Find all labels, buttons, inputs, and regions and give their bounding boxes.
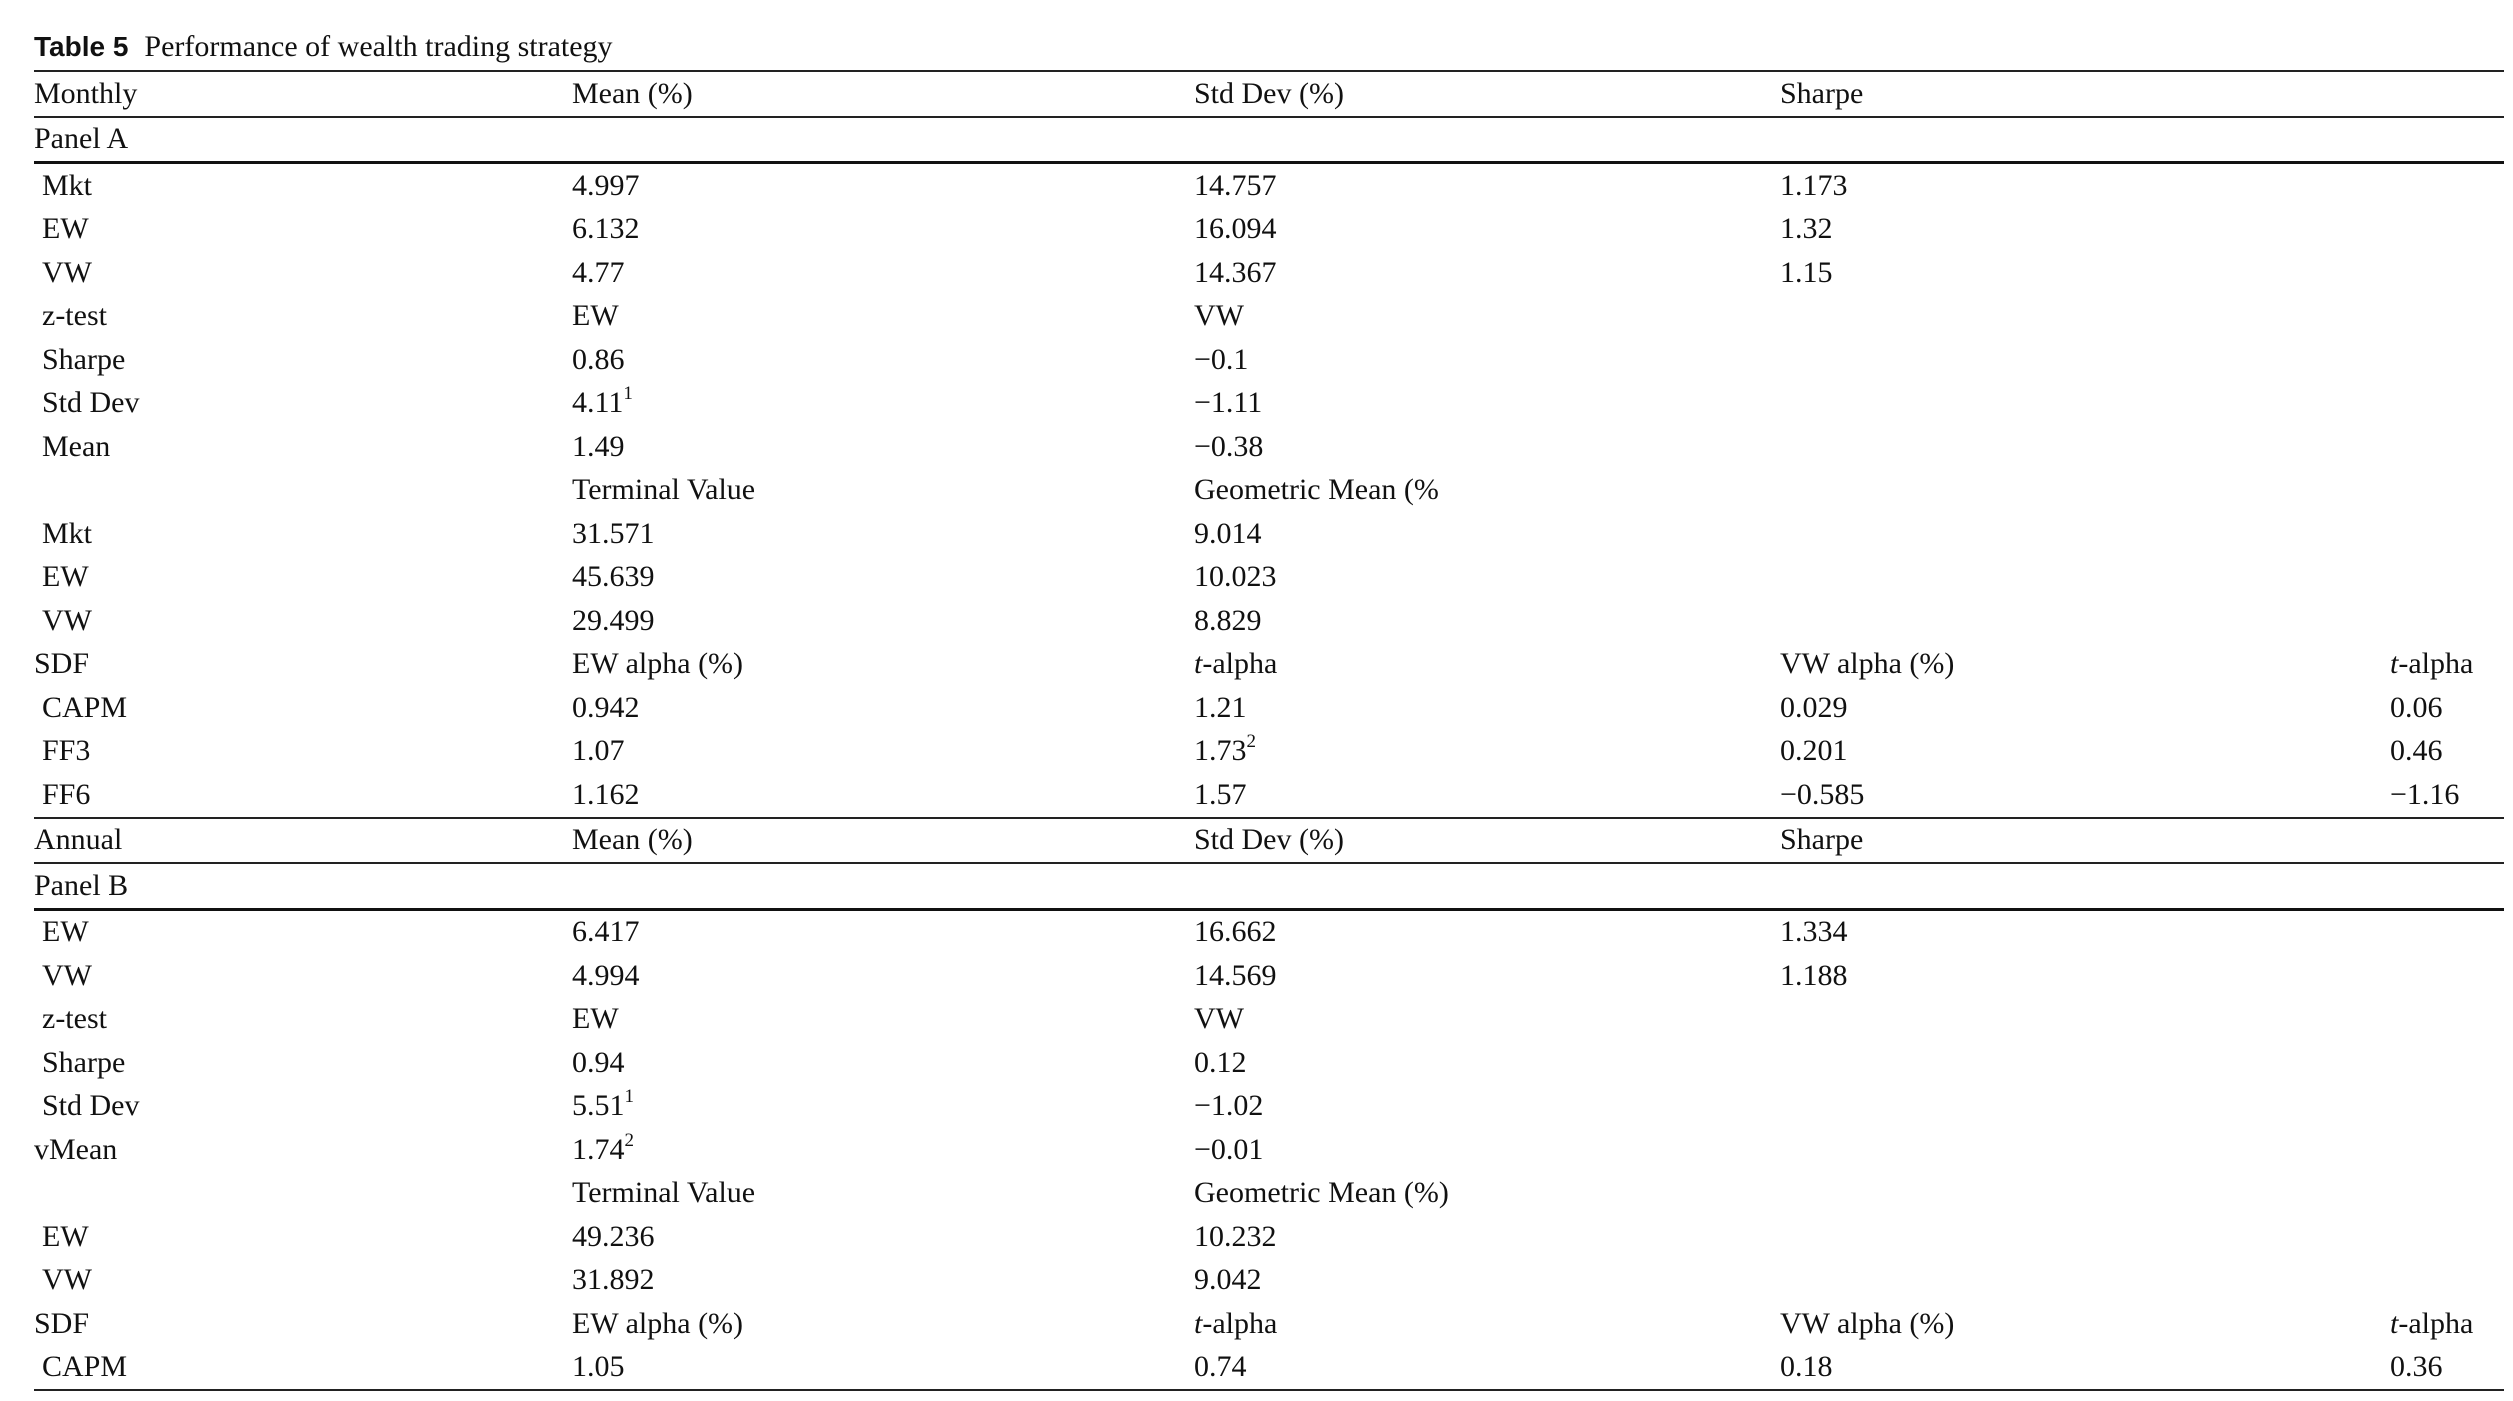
table-cell: 0.46: [2390, 734, 2443, 768]
row-label: VW: [42, 255, 92, 289]
header-cell: Std Dev (%): [1194, 818, 1780, 864]
subheader-row: [34, 1172, 2504, 1216]
table-cell: −0.1: [1194, 342, 1249, 376]
table-row: [34, 208, 2504, 252]
row-label: VW: [42, 958, 92, 992]
subheader-cell: t-alpha: [2390, 1306, 2474, 1340]
table-row: [34, 1259, 2504, 1303]
table-cell: 1.334: [1780, 915, 1848, 949]
subheader-row: [34, 469, 2504, 513]
panel-label: Panel A: [34, 117, 572, 163]
table-cell: 0.74: [1194, 1346, 1780, 1391]
table-cell: 0.942: [572, 690, 640, 724]
table-cell: 0.94: [572, 1045, 625, 1079]
subheader-cell: [1780, 469, 2390, 513]
subheader-cell: [2390, 1172, 2504, 1216]
table-cell: 1.162: [572, 777, 640, 811]
subheader-cell: VW: [1194, 299, 1244, 333]
table-header-row: [34, 71, 2504, 117]
table-cell: 9.042: [1194, 1263, 1262, 1297]
table-cell: 1.32: [1780, 212, 1833, 246]
panel-label: Panel B: [34, 863, 572, 909]
header-cell: Sharpe: [1780, 71, 2390, 117]
table-cell: 1.57: [1194, 777, 1247, 811]
table-cell: 1.49: [572, 429, 625, 463]
table-cell: 4.997: [572, 168, 640, 202]
table-cell: [2390, 1128, 2504, 1172]
header-cell: Monthly: [34, 71, 572, 117]
table-cell: [2390, 556, 2504, 600]
table-row: [34, 730, 2504, 774]
panel-label-row: [34, 117, 2504, 163]
table-cell: −1.11: [1194, 386, 1263, 420]
row-label: Mkt: [42, 516, 93, 550]
table-cell: [2390, 338, 2504, 382]
table-cell: [2390, 1215, 2504, 1259]
header-cell: Mean (%): [572, 818, 1194, 864]
table-row: [34, 163, 2504, 208]
footnote-marker: 2: [624, 1129, 634, 1151]
row-label: Std Dev: [42, 386, 140, 420]
table-title: Performance of wealth trading strategy: [144, 30, 613, 63]
table-cell: −0.585: [1780, 777, 1865, 811]
row-label: EW: [42, 212, 89, 246]
row-label: Mean: [42, 429, 111, 463]
footnote-marker: 2: [1246, 731, 1256, 753]
table-cell: 0.36: [2390, 1346, 2504, 1391]
subheader-cell: EW: [572, 1002, 619, 1036]
table-row: [34, 338, 2504, 382]
subheader-cell: t-alpha: [1194, 647, 1278, 681]
table-cell: 6.417: [572, 915, 640, 949]
table-cell: 1.73$^2$: [1194, 731, 1256, 768]
table-cell: [2390, 909, 2504, 954]
table-row: [34, 909, 2504, 954]
row-label: Mkt: [42, 168, 93, 202]
table-row: [34, 1128, 2504, 1172]
table-row: [34, 773, 2504, 818]
table-cell: [2390, 512, 2504, 556]
subheader-cell: t-alpha: [2390, 647, 2474, 681]
subheader-cell: EW: [572, 299, 619, 333]
footnote-marker: 1: [623, 383, 633, 405]
table-cell: [2390, 1259, 2504, 1303]
row-label: EW: [42, 915, 89, 949]
table-row: [34, 1041, 2504, 1085]
table-cell: [1780, 1085, 2390, 1129]
row-label: vMean: [34, 1132, 118, 1166]
table-row: [34, 251, 2504, 295]
subheader-row: [34, 295, 2504, 339]
subheader-cell: Geometric Mean (%): [1194, 1176, 1449, 1210]
subheader-cell: [1780, 998, 2390, 1042]
table-cell: 1.188: [1780, 958, 1848, 992]
row-label: FF3: [42, 734, 91, 768]
table-cell: [2390, 163, 2504, 208]
table-cell: 4.11$^1$: [572, 383, 633, 420]
table-cell: [2390, 251, 2504, 295]
subheader-cell: [2390, 998, 2504, 1042]
table-cell: −0.38: [1194, 429, 1264, 463]
table-cell: 5.51$^1$: [572, 1086, 634, 1123]
table-cell: [1780, 1259, 2390, 1303]
subheader-cell: [1780, 295, 2390, 339]
row-label: VW: [42, 1263, 92, 1297]
table-cell: 29.499: [572, 603, 655, 637]
table-cell: 14.367: [1194, 255, 1277, 289]
table-cell: −1.16: [2390, 777, 2460, 811]
table-cell: 1.21: [1194, 690, 1247, 724]
table-cell: [2390, 1085, 2504, 1129]
header-cell: Sharpe: [1780, 818, 2390, 864]
row-label: z-test: [42, 1002, 107, 1036]
subheader-cell: Geometric Mean (%: [1194, 473, 1439, 507]
header-cell: Std Dev (%): [1194, 71, 1780, 117]
row-label: SDF: [34, 1306, 90, 1340]
table-cell: 4.77: [572, 255, 625, 289]
subheader-row: [34, 998, 2504, 1042]
table-cell: 0.86: [572, 342, 625, 376]
subheader-cell: Terminal Value: [572, 473, 756, 507]
table-cell: 49.236: [572, 1219, 655, 1253]
table-cell: [1780, 1128, 2390, 1172]
table-cell: [2390, 954, 2504, 998]
table-cell: 31.892: [572, 1263, 655, 1297]
row-label: EW: [42, 1219, 89, 1253]
subheader-cell: VW alpha (%): [1780, 1306, 1955, 1340]
table-row: [34, 686, 2504, 730]
table-row: [34, 954, 2504, 998]
table-row: [34, 512, 2504, 556]
header-cell: Mean (%): [572, 71, 1194, 117]
table-row: [34, 382, 2504, 426]
row-label: VW: [42, 603, 92, 637]
table-row: [34, 425, 2504, 469]
table-cell: [2390, 1041, 2504, 1085]
row-label: EW: [42, 560, 89, 594]
table-cell: 0.029: [1780, 690, 1848, 724]
subheader-row: [34, 643, 2504, 687]
table-cell: 31.571: [572, 516, 655, 550]
table-row: [34, 1346, 2504, 1391]
row-label: Sharpe: [42, 342, 126, 376]
subheader-cell: [2390, 469, 2504, 513]
row-label: CAPM: [42, 690, 128, 724]
table-header-row: [34, 818, 2504, 864]
table-number: Table 5: [34, 31, 129, 62]
table-cell: 10.232: [1194, 1219, 1277, 1253]
table-cell: 10.023: [1194, 560, 1277, 594]
table-row: [34, 599, 2504, 643]
subheader-cell: [1780, 1172, 2390, 1216]
table-cell: 14.569: [1194, 958, 1277, 992]
table-cell: 1.15: [1780, 255, 1833, 289]
table-cell: 8.829: [1194, 603, 1262, 637]
table-cell: 0.18: [1780, 1346, 2390, 1391]
table-cell: [2390, 208, 2504, 252]
table-cell: 1.07: [572, 734, 625, 768]
table-cell: 0.201: [1780, 734, 1848, 768]
row-label: z-test: [42, 299, 107, 333]
table-cell: [2390, 425, 2504, 469]
subheader-cell: EW alpha (%): [572, 1306, 744, 1340]
subheader-cell: EW alpha (%): [572, 647, 744, 681]
table-cell: [1780, 1041, 2390, 1085]
table-row: [34, 556, 2504, 600]
table-row: [34, 1215, 2504, 1259]
subheader-cell: t-alpha: [1194, 1306, 1278, 1340]
table-cell: 4.994: [572, 958, 640, 992]
table-cell: 0.06: [2390, 690, 2443, 724]
footnote-marker: 1: [624, 1086, 634, 1108]
row-label: [34, 469, 572, 513]
performance-table: [34, 70, 2504, 1391]
table-cell: 16.662: [1194, 915, 1277, 949]
table-cell: 1.05: [572, 1346, 1194, 1391]
table-cell: [1780, 599, 2390, 643]
table-cell: [1780, 556, 2390, 600]
table-cell: [1780, 1215, 2390, 1259]
subheader-row: [34, 1302, 2504, 1346]
table-cell: 1.74$^2$: [572, 1129, 634, 1166]
table-cell: [1780, 382, 2390, 426]
row-label: FF6: [42, 777, 91, 811]
table-cell: 9.014: [1194, 516, 1262, 550]
header-cell: Annual: [34, 818, 572, 864]
table-row: [34, 1085, 2504, 1129]
table-cell: 1.173: [1780, 168, 1848, 202]
subheader-cell: [2390, 295, 2504, 339]
table-cell: −1.02: [1194, 1089, 1264, 1123]
table-cell: 6.132: [572, 212, 640, 246]
subheader-cell: VW alpha (%): [1780, 647, 1955, 681]
table-cell: [2390, 599, 2504, 643]
table-cell: [1780, 425, 2390, 469]
table-cell: [1780, 512, 2390, 556]
table-cell: 0.12: [1194, 1045, 1247, 1079]
table-cell: [1780, 338, 2390, 382]
row-label: SDF: [34, 647, 90, 681]
subheader-cell: Terminal Value: [572, 1176, 756, 1210]
row-label: Std Dev: [42, 1089, 140, 1123]
table-cell: 14.757: [1194, 168, 1277, 202]
row-label: [34, 1172, 572, 1216]
table-cell: −0.01: [1194, 1132, 1264, 1166]
subheader-cell: VW: [1194, 1002, 1244, 1036]
table-cell: 45.639: [572, 560, 655, 594]
panel-label-row: [34, 863, 2504, 909]
table-cell: 16.094: [1194, 212, 1277, 246]
header-cell: [2390, 71, 2504, 117]
header-cell: [2390, 818, 2504, 864]
table-caption: [34, 26, 613, 68]
table-cell: [2390, 382, 2504, 426]
row-label: CAPM: [34, 1346, 572, 1391]
row-label: Sharpe: [42, 1045, 126, 1079]
